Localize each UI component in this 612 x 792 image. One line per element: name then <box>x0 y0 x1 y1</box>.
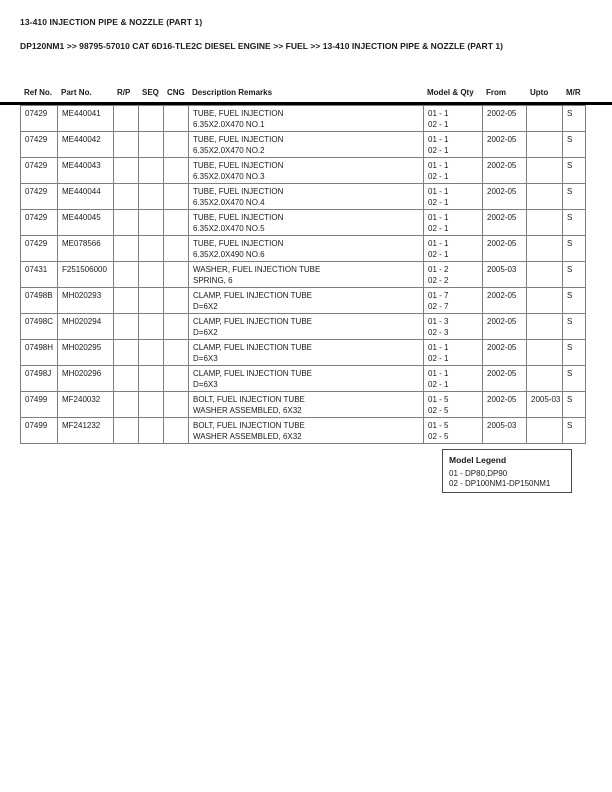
cell-cng <box>164 158 189 184</box>
cell-rp <box>114 262 139 288</box>
table-row <box>21 418 586 444</box>
cell-description: TUBE, FUEL INJECTION 6.35X2.0X470 NO.4 <box>189 184 424 210</box>
cell-from: 2002-05 <box>483 236 527 262</box>
cell-model-qty: 01 - 1 02 - 1 <box>424 106 483 132</box>
column-header-mr: M/R <box>566 88 581 97</box>
cell-description: TUBE, FUEL INJECTION 6.35X2.0X470 NO.3 <box>189 158 424 184</box>
table-row <box>21 158 586 184</box>
model-legend <box>442 449 572 493</box>
table-row <box>21 340 586 366</box>
cell-from: 2002-05 <box>483 132 527 158</box>
table-column-headers <box>20 87 585 98</box>
cell-seq <box>139 236 164 262</box>
table-row <box>21 288 586 314</box>
cell-cng <box>164 262 189 288</box>
cell-cng <box>164 366 189 392</box>
cell-rp <box>114 210 139 236</box>
cell-ref-no: 07429 <box>21 106 58 132</box>
cell-description: BOLT, FUEL INJECTION TUBE WASHER ASSEMBLED, 6X32 <box>189 392 424 418</box>
cell-seq <box>139 392 164 418</box>
column-header-upto: Upto <box>530 88 549 97</box>
model-legend-items <box>449 469 571 489</box>
cell-cng <box>164 418 189 444</box>
cell-from: 2002-05 <box>483 210 527 236</box>
cell-upto <box>527 132 563 158</box>
cell-from: 2002-05 <box>483 106 527 132</box>
cell-description: CLAMP, FUEL INJECTION TUBE D=6X2 <box>189 288 424 314</box>
cell-ref-no: 07498C <box>21 314 58 340</box>
cell-ref-no: 07498H <box>21 340 58 366</box>
cell-model-qty: 01 - 2 02 - 2 <box>424 262 483 288</box>
cell-cng <box>164 314 189 340</box>
column-header-description: Description Remarks <box>192 88 273 97</box>
cell-rp <box>114 340 139 366</box>
table-row <box>21 262 586 288</box>
cell-seq <box>139 262 164 288</box>
cell-upto <box>527 418 563 444</box>
cell-mr: S <box>563 236 586 262</box>
cell-model-qty: 01 - 3 02 - 3 <box>424 314 483 340</box>
cell-mr: S <box>563 314 586 340</box>
cell-model-qty: 01 - 5 02 - 5 <box>424 392 483 418</box>
cell-cng <box>164 106 189 132</box>
column-header-ref-no: Ref No. <box>24 88 52 97</box>
cell-seq <box>139 158 164 184</box>
cell-part-no: MH020295 <box>58 340 114 366</box>
cell-cng <box>164 392 189 418</box>
cell-cng <box>164 132 189 158</box>
cell-upto <box>527 184 563 210</box>
cell-upto <box>527 340 563 366</box>
cell-ref-no: 07431 <box>21 262 58 288</box>
cell-cng <box>164 184 189 210</box>
cell-model-qty: 01 - 1 02 - 1 <box>424 236 483 262</box>
cell-upto <box>527 262 563 288</box>
cell-description: TUBE, FUEL INJECTION 6.35X2.0X470 NO.1 <box>189 106 424 132</box>
cell-cng <box>164 340 189 366</box>
cell-mr: S <box>563 158 586 184</box>
cell-rp <box>114 184 139 210</box>
cell-part-no: ME440042 <box>58 132 114 158</box>
cell-seq <box>139 366 164 392</box>
cell-cng <box>164 288 189 314</box>
cell-cng <box>164 236 189 262</box>
model-legend-title: Model Legend <box>449 455 507 465</box>
table-row <box>21 132 586 158</box>
cell-description: CLAMP, FUEL INJECTION TUBE D=6X3 <box>189 366 424 392</box>
cell-model-qty: 01 - 1 02 - 1 <box>424 184 483 210</box>
cell-model-qty: 01 - 7 02 - 7 <box>424 288 483 314</box>
cell-seq <box>139 106 164 132</box>
cell-mr: S <box>563 418 586 444</box>
cell-rp <box>114 418 139 444</box>
cell-mr: S <box>563 288 586 314</box>
cell-seq <box>139 210 164 236</box>
cell-seq <box>139 418 164 444</box>
cell-mr: S <box>563 132 586 158</box>
cell-from: 2002-05 <box>483 340 527 366</box>
cell-rp <box>114 158 139 184</box>
cell-part-no: MF240032 <box>58 392 114 418</box>
cell-from: 2002-05 <box>483 158 527 184</box>
cell-upto <box>527 210 563 236</box>
table-row <box>21 106 586 132</box>
cell-ref-no: 07498B <box>21 288 58 314</box>
cell-seq <box>139 132 164 158</box>
cell-part-no: ME440043 <box>58 158 114 184</box>
cell-part-no: MH020296 <box>58 366 114 392</box>
cell-mr: S <box>563 262 586 288</box>
cell-model-qty: 01 - 5 02 - 5 <box>424 418 483 444</box>
cell-mr: S <box>563 184 586 210</box>
column-header-cng: CNG <box>167 88 185 97</box>
cell-part-no: ME440045 <box>58 210 114 236</box>
cell-ref-no: 07498J <box>21 366 58 392</box>
cell-part-no: ME078566 <box>58 236 114 262</box>
cell-seq <box>139 314 164 340</box>
cell-from: 2002-05 <box>483 366 527 392</box>
column-header-seq: SEQ <box>142 88 159 97</box>
cell-from: 2002-05 <box>483 288 527 314</box>
cell-ref-no: 07429 <box>21 158 58 184</box>
table-row <box>21 184 586 210</box>
cell-upto <box>527 314 563 340</box>
cell-description: TUBE, FUEL INJECTION 6.35X2.0X490 NO.6 <box>189 236 424 262</box>
column-header-from: From <box>486 88 506 97</box>
cell-description: CLAMP, FUEL INJECTION TUBE D=6X2 <box>189 314 424 340</box>
cell-upto <box>527 288 563 314</box>
cell-from: 2002-05 <box>483 184 527 210</box>
cell-rp <box>114 366 139 392</box>
cell-description: CLAMP, FUEL INJECTION TUBE D=6X3 <box>189 340 424 366</box>
cell-part-no: ME440044 <box>58 184 114 210</box>
table-row <box>21 392 586 418</box>
cell-model-qty: 01 - 1 02 - 1 <box>424 132 483 158</box>
cell-ref-no: 07429 <box>21 236 58 262</box>
cell-model-qty: 01 - 1 02 - 1 <box>424 210 483 236</box>
cell-rp <box>114 288 139 314</box>
cell-part-no: MF241232 <box>58 418 114 444</box>
cell-part-no: MH020293 <box>58 288 114 314</box>
cell-part-no: MH020294 <box>58 314 114 340</box>
cell-description: BOLT, FUEL INJECTION TUBE WASHER ASSEMBLED, 6X32 <box>189 418 424 444</box>
cell-rp <box>114 314 139 340</box>
parts-table <box>20 105 586 444</box>
cell-seq <box>139 184 164 210</box>
column-header-rp: R/P <box>117 88 131 97</box>
cell-mr: S <box>563 366 586 392</box>
cell-mr: S <box>563 340 586 366</box>
column-header-part-no: Part No. <box>61 88 92 97</box>
cell-from: 2005-03 <box>483 262 527 288</box>
cell-seq <box>139 288 164 314</box>
cell-upto <box>527 158 563 184</box>
cell-model-qty: 01 - 1 02 - 1 <box>424 158 483 184</box>
cell-mr: S <box>563 106 586 132</box>
cell-rp <box>114 106 139 132</box>
cell-ref-no: 07499 <box>21 418 58 444</box>
cell-description: WASHER, FUEL INJECTION TUBE SPRING, 6 <box>189 262 424 288</box>
cell-model-qty: 01 - 1 02 - 1 <box>424 340 483 366</box>
cell-rp <box>114 392 139 418</box>
cell-ref-no: 07429 <box>21 210 58 236</box>
page-title: 13-410 INJECTION PIPE & NOZZLE (PART 1) <box>20 17 203 27</box>
cell-part-no: ME440041 <box>58 106 114 132</box>
cell-seq <box>139 340 164 366</box>
cell-from: 2002-05 <box>483 314 527 340</box>
cell-rp <box>114 236 139 262</box>
model-legend-item: 01 - DP80,DP90 <box>449 469 508 478</box>
table-row <box>21 210 586 236</box>
table-row <box>21 366 586 392</box>
cell-from: 2002-05 <box>483 392 527 418</box>
cell-upto <box>527 106 563 132</box>
cell-upto <box>527 366 563 392</box>
cell-description: TUBE, FUEL INJECTION 6.35X2.0X470 NO.2 <box>189 132 424 158</box>
cell-rp <box>114 132 139 158</box>
cell-description: TUBE, FUEL INJECTION 6.35X2.0X470 NO.5 <box>189 210 424 236</box>
cell-from: 2005-03 <box>483 418 527 444</box>
cell-ref-no: 07499 <box>21 392 58 418</box>
cell-ref-no: 07429 <box>21 184 58 210</box>
cell-part-no: F251506000 <box>58 262 114 288</box>
cell-cng <box>164 210 189 236</box>
model-legend-item: 02 - DP100NM1-DP150NM1 <box>449 479 551 488</box>
cell-mr: S <box>563 210 586 236</box>
column-header-model-qty: Model & Qty <box>427 88 474 97</box>
cell-ref-no: 07429 <box>21 132 58 158</box>
table-row <box>21 236 586 262</box>
cell-mr: S <box>563 392 586 418</box>
cell-upto: 2005-03 <box>527 392 563 418</box>
cell-upto <box>527 236 563 262</box>
breadcrumb: DP120NM1 >> 98795-57010 CAT 6D16-TLE2C DIESEL ENGINE >> FUEL >> 13-410 INJECTION PIPE & NOZZLE (PART 1) <box>20 41 504 51</box>
cell-model-qty: 01 - 1 02 - 1 <box>424 366 483 392</box>
table-row <box>21 314 586 340</box>
